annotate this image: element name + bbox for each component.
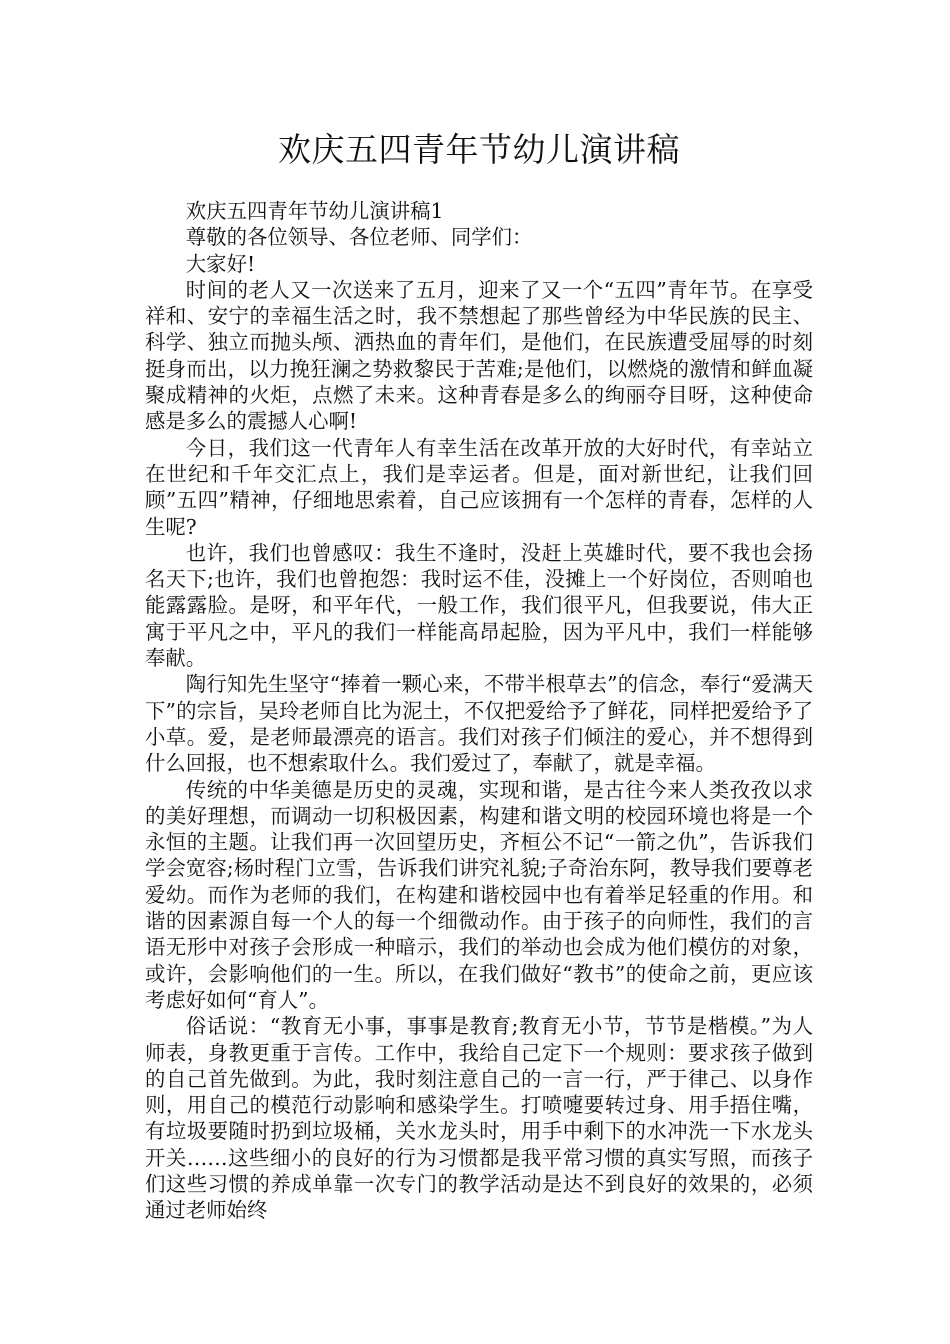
paragraph: 时间的老人又一次送来了五月，迎来了又一个“五四”青年节。在享受祥和、安宁的幸福生活之时，我不禁想起了那些曾经为中华民族的民主、科学、独立而抛头颅、洒热血的青年们，是他们，在民族遭受屈辱的时刻挺身而出，以力挽狂澜之势救黎民于苦难;是他们，以燃烧的激情和鲜血凝聚成精神的火炬，点燃了未来。这种青春是多么的绚丽夺目呀，这种使命感是多么的震撼人心啊! bbox=[145, 277, 813, 434]
paragraph-greeting: 大家好! bbox=[185, 251, 256, 276]
paragraph-heading: 欢庆五四青年节幼儿演讲稿1 bbox=[185, 199, 444, 223]
document-title: 欢庆五四青年节幼儿演讲稿 bbox=[278, 130, 680, 169]
document-body bbox=[145, 198, 813, 1224]
paragraph: 传统的中华美德是历史的灵魂，实现和谐，是古往今来人类孜孜以求的美好理想，而调动一切积极因素，构建和谐文明的校园环境也将是一个永恒的主题。让我们再一次回望历史，齐桓公不记“一箭之仇”，告诉我们学会宽容;杨时程门立雪，告诉我们讲究礼貌;子奇治东阿，教导我们要尊老爱幼。而作为老师的我们，在构建和谐校园中也有着举足轻重的作用。和谐的因素源自每一个人的每一个细微动作。由于孩子的向师性，我们的言语无形中对孩子会形成一种暗示，我们的举动也会成为他们模仿的对象，或许，会影响他们的一生。所以，在我们做好“教书”的使命之前，更应该考虑好如何“育人”。 bbox=[145, 777, 813, 1012]
paragraph: 俗话说：“教育无小事，事事是教育;教育无小节，节节是楷模。”为人师表，身教更重于言传。工作中，我给自己定下一个规则：要求孩子做到的自己首先做到。为此，我时刻注意自己的一言一行，严于律己、以身作则，用自己的模范行动影响和感染学生。打喷嚏要转过身、用手捂住嘴，有垃圾要随时扔到垃圾桶，关水龙头时，用手中剩下的水冲洗一下水龙头开关……这些细小的良好的行为习惯都是我平常习惯的真实写照，而孩子们这些习惯的养成单靠一次专门的教学活动是达不到良好的效果的，必须通过老师始终 bbox=[145, 1014, 813, 1223]
paragraph: 今日，我们这一代青年人有幸生活在改革开放的大好时代，有幸站立在世纪和千年交汇点上，我们是幸运者。但是，面对新世纪，让我们回顾”五四”精神，仔细地思索着，自己应该拥有一个怎样的青春，怎样的人生呢? bbox=[145, 435, 813, 539]
paragraph: 也许，我们也曾感叹：我生不逢时，没赶上英雄时代，要不我也会扬名天下;也许，我们也曾抱怨：我时运不佳，没摊上一个好岗位，否则咱也能露露脸。是呀，和平年代，一般工作，我们很平凡，但我要说，伟大正寓于平凡之中，平凡的我们一样能高昂起脸，因为平凡中，我们一样能够奉献。 bbox=[145, 540, 813, 671]
paragraph: 陶行知先生坚守“捧着一颗心来，不带半根草去”的信念，奉行“爱满天下”的宗旨，吴玲老师自比为泥土，不仅把爱给予了鲜花，同样把爱给予了小草。爱，是老师最漂亮的语言。我们对孩子们倾注的爱心，并不想得到什么回报，也不想索取什么。我们爱过了，奉献了，就是幸福。 bbox=[145, 672, 813, 776]
paragraph-salutation: 尊敬的各位领导、各位老师、同学们： bbox=[185, 225, 533, 250]
document-page bbox=[145, 128, 813, 1224]
